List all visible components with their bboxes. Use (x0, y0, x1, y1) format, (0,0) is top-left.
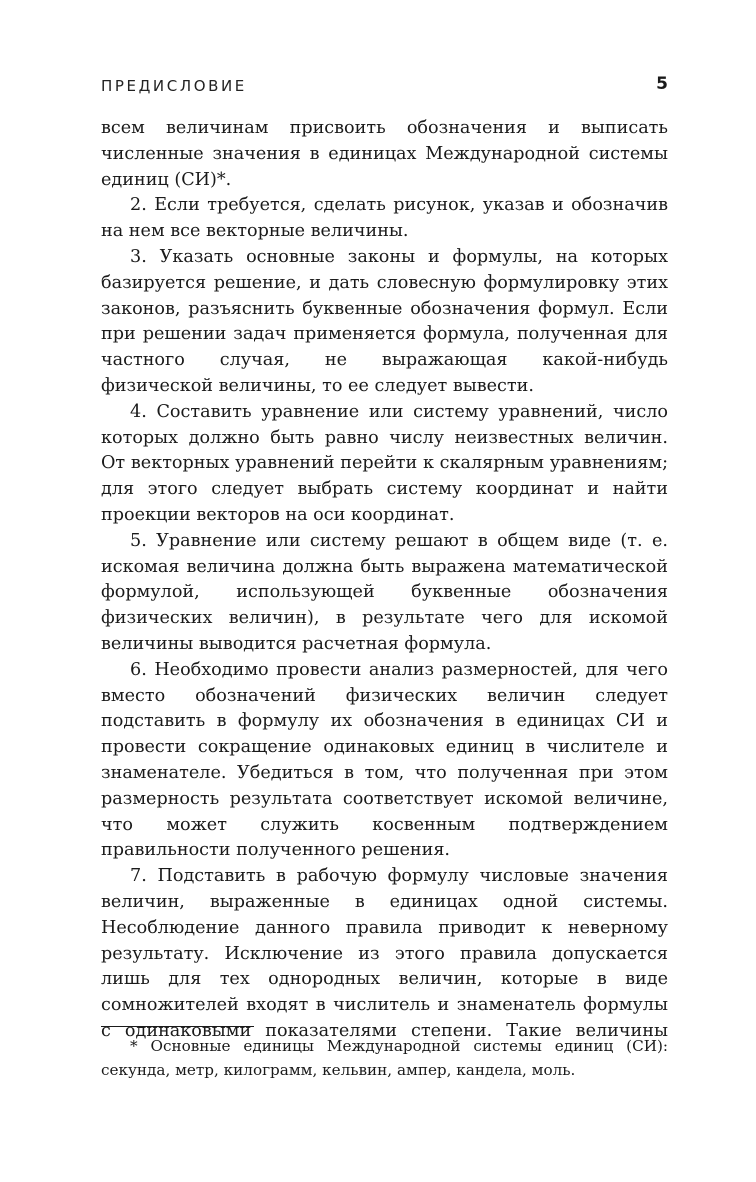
footnote-divider (101, 1026, 254, 1027)
footnote-text: * Основные единицы Международной системы единиц (СИ): секунда, метр, килограмм, кельвин, ампер, кандела, моль. (101, 1037, 668, 1079)
main-text (101, 116, 668, 1045)
paragraph-step-5: 5. Уравнение или систему решают в общем виде (т. е. искомая величина должна быть выражена математической формулой, использующей буквенные обозначения физических величин), в результате чего для искомой величины выводится расчетная формула. (101, 530, 668, 654)
running-head: ПРЕДИСЛОВИЕ (101, 77, 247, 95)
footnote (101, 1034, 668, 1082)
paragraph-step-6: 6. Необходимо провести анализ размерностей, для чего вместо обозначений физических величин следует подставить в формулу их обозначения в единицах СИ и провести сокращение одинаковых единиц в числителе и знаменателе. Убедиться в том, что полученная при этом размерность результата соответствует искомой величине, что может служить косвенным подтверждением правильности полученного решения. (101, 659, 668, 861)
page-header (101, 74, 668, 100)
paragraph-step-3: 3. Указать основные законы и формулы, на которых базируется решение, и дать словесную формулировку этих законов, разъяснить буквенные обозначения формул. Если при решении задач применяется формула, полученная для частного случая, не выражающая какой-нибудь физической величины, то ее следует вывести. (101, 246, 668, 396)
paragraph-step-7: 7. Подставить в рабочую формулу числовые значения величин, выраженные в единицах одной системы. Несоблюдение данного правила приводит к неверному результату. Исключение из этого правила допускается лишь для тех однородных величин, которые в виде сомножителей входят в числитель и знаменатель формулы с одинаковыми показателями степени. Такие величины (101, 866, 668, 1041)
page-number: 5 (656, 74, 668, 94)
paragraph-step-4: 4. Составить уравнение или систему уравнений, число которых должно быть равно числу неизвестных величин. От векторных уравнений перейти к скалярным уравнениям; для этого следует выбрать систему координат и найти проекции векторов на оси координат. (101, 401, 668, 525)
paragraph-continuation: всем величинам присвоить обозначения и выписать численные значения в единицах Международной системы единиц (СИ)*. (101, 118, 668, 190)
paragraph-step-2: 2. Если требуется, сделать рисунок, указав и обозначив на нем все векторные величины. (101, 195, 668, 242)
